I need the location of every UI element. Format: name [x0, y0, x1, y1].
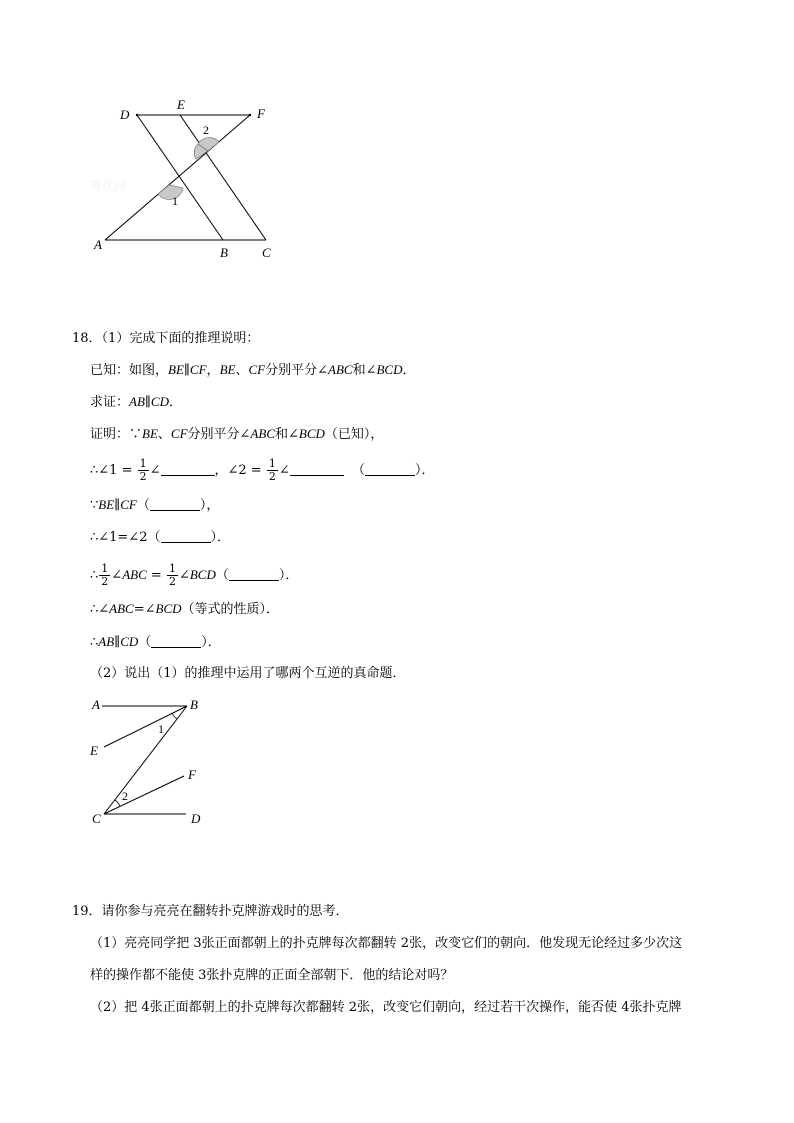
given-t6: ．	[402, 363, 416, 378]
label-A: A	[92, 697, 100, 712]
line-EC	[180, 115, 266, 240]
q19-p1-line1: （1）亮亮同学把 3张正面都朝上的扑克牌每次都翻转 2张，改变它们的朝向．他发现无论经过多少次这	[90, 936, 683, 951]
prove-t1: ∥	[144, 395, 151, 410]
s2-t1: ∥	[114, 498, 121, 513]
q19-p1-line2: 样的操作都不能使 3张扑克牌的正面全部朝下．他的结论对吗？	[90, 968, 454, 983]
s2-pre: ∵	[90, 498, 99, 513]
line-AF	[105, 115, 250, 240]
label-E: E	[177, 97, 185, 112]
q18-step3	[90, 528, 230, 548]
proof-prefix: 证明：∵	[90, 427, 143, 442]
frac-num: 1	[139, 457, 147, 470]
proof-t2: 分别平分∠	[187, 427, 251, 442]
line-CF	[104, 776, 184, 814]
q18-prove	[90, 392, 182, 413]
label-A: A	[94, 237, 102, 252]
frac-num: 1	[101, 562, 109, 575]
q18-proof-start	[90, 424, 383, 445]
s5-m2: BCD	[155, 601, 182, 616]
s4-m2: BCD	[189, 567, 216, 582]
given-m3: BE	[219, 362, 236, 377]
q18-step1	[90, 456, 435, 486]
q18-step5	[90, 599, 279, 620]
frac-den: 2	[101, 575, 109, 588]
s6-t1: ∥	[114, 635, 121, 650]
angle-2-arc	[115, 800, 120, 806]
q19-number: 19．	[72, 904, 102, 919]
blank-6[interactable]	[229, 566, 279, 581]
given-t1: ∥	[183, 363, 190, 378]
paren-open: （	[138, 635, 152, 650]
proof-m3: ABC	[250, 426, 276, 441]
blank-4[interactable]	[150, 496, 200, 511]
label-D: D	[191, 811, 201, 826]
label-F: F	[257, 106, 265, 121]
blank-5[interactable]	[161, 528, 211, 543]
s5-t2: （等式的性质）．	[181, 602, 280, 617]
q19-part2-line1	[90, 998, 681, 1018]
label-angle-2: 2	[122, 789, 128, 803]
blank-3[interactable]	[365, 461, 415, 476]
s1-mid: ，∠2 =	[214, 463, 262, 478]
q18-part2	[90, 664, 406, 684]
s1-pre: ∴∠1 =	[90, 463, 133, 478]
label-B: B	[220, 245, 228, 260]
proof-t4: （已知），	[324, 427, 384, 442]
q18-part2-text: （2）说出（1）的推理中运用了哪两个互逆的真命题．	[90, 666, 406, 681]
label-C: C	[262, 245, 271, 260]
line-BE	[104, 706, 187, 747]
q18-part1-text: （1）完成下面的推理说明：	[101, 331, 260, 346]
blank-2[interactable]	[290, 461, 344, 476]
angle-1-arc	[158, 185, 183, 200]
q18-given	[90, 360, 415, 381]
proof-t1: 、	[157, 427, 171, 442]
given-m6: BCD	[376, 362, 403, 377]
label-D: D	[120, 107, 130, 122]
watermark: 菁优网	[90, 179, 127, 193]
label-F: F	[188, 767, 196, 782]
prove-t2: ．	[168, 395, 182, 410]
paren-close: ），	[199, 498, 220, 513]
frac-num: 1	[268, 457, 276, 470]
s6-m1: AB	[98, 634, 115, 649]
given-t3: 、	[235, 363, 249, 378]
fraction-half	[167, 563, 178, 588]
line-BC	[104, 706, 187, 814]
s4-mid: =	[150, 568, 162, 583]
figure-2	[84, 694, 224, 830]
proof-m4: BCD	[298, 426, 325, 441]
fraction-half	[99, 563, 110, 588]
s5-pre: ∴∠	[90, 602, 110, 617]
prove-m1: AB	[129, 394, 145, 409]
q19-part1-line2	[90, 966, 453, 986]
label-C: C	[92, 811, 101, 826]
line-DB	[137, 115, 223, 240]
given-t4: 分别平分∠	[265, 363, 328, 378]
q19-part1-line1	[90, 934, 682, 954]
given-m1: BE	[168, 362, 184, 377]
frac-den: 2	[168, 575, 176, 588]
s5-m1: ABC	[109, 601, 134, 616]
given-t5: 和∠	[352, 363, 377, 378]
s6-m2: CD	[120, 634, 139, 649]
s4-pre: ∴	[90, 568, 99, 583]
given-prefix: 已知：如图，	[90, 363, 169, 378]
s2-m2: CF	[120, 497, 137, 512]
paren-open: （	[215, 568, 229, 583]
figure-1	[88, 92, 288, 272]
prove-prefix: 求证：	[90, 395, 130, 410]
s3-text: ∴∠1=∠2（	[90, 530, 161, 545]
q18-number: 18．	[72, 331, 102, 346]
s2-m1: BE	[98, 497, 115, 512]
q19-intro-text: 请你参与亮亮在翻转扑克牌游戏时的思考．	[101, 904, 349, 919]
fraction-half	[267, 458, 278, 483]
proof-m2: CF	[170, 426, 188, 441]
paren-close: ）．	[210, 530, 231, 545]
angle-sign: ∠	[149, 463, 161, 478]
fraction-half	[138, 458, 149, 483]
frac-den: 2	[268, 470, 276, 483]
blank-1[interactable]	[161, 461, 215, 476]
s6-pre: ∴	[90, 635, 99, 650]
angle-sign: ∠	[178, 568, 190, 583]
given-t2: ，	[206, 363, 220, 378]
s4-m1: ABC	[122, 567, 147, 582]
angle-sign: ∠	[111, 568, 123, 583]
paren-open: （	[136, 498, 150, 513]
proof-m1: BE	[142, 426, 158, 441]
blank-7[interactable]	[151, 633, 201, 648]
given-m4: CF	[248, 362, 266, 377]
label-angle-1: 1	[158, 722, 164, 736]
given-m2: CF	[189, 362, 207, 377]
q19-intro	[72, 902, 349, 922]
q18-part1	[72, 329, 259, 349]
label-B: B	[190, 697, 198, 712]
paren-close: ）．	[415, 463, 435, 478]
label-angle-1: 1	[172, 194, 178, 208]
proof-t3: 和∠	[275, 427, 299, 442]
given-m5: ABC	[328, 362, 353, 377]
q18-step4	[90, 560, 298, 591]
paren-close: ）．	[201, 635, 221, 650]
prove-m2: CD	[150, 394, 169, 409]
q18-step2	[90, 495, 219, 516]
label-angle-2: 2	[203, 123, 209, 137]
frac-num: 1	[168, 562, 176, 575]
q19-p2-line1: （2）把 4张正面都朝上的扑克牌每次都翻转 2张，改变它们朝向，经过若干次操作，能否使 4张扑克牌	[90, 1000, 682, 1015]
paren-close: ）．	[278, 568, 299, 583]
label-E: E	[90, 743, 98, 758]
q18-step6	[90, 632, 221, 653]
frac-den: 2	[139, 470, 147, 483]
angle-sign: ∠	[278, 463, 290, 478]
angle-1-arc	[172, 713, 177, 719]
paren-open: （	[352, 463, 366, 478]
s5-t1: =∠	[133, 602, 156, 617]
